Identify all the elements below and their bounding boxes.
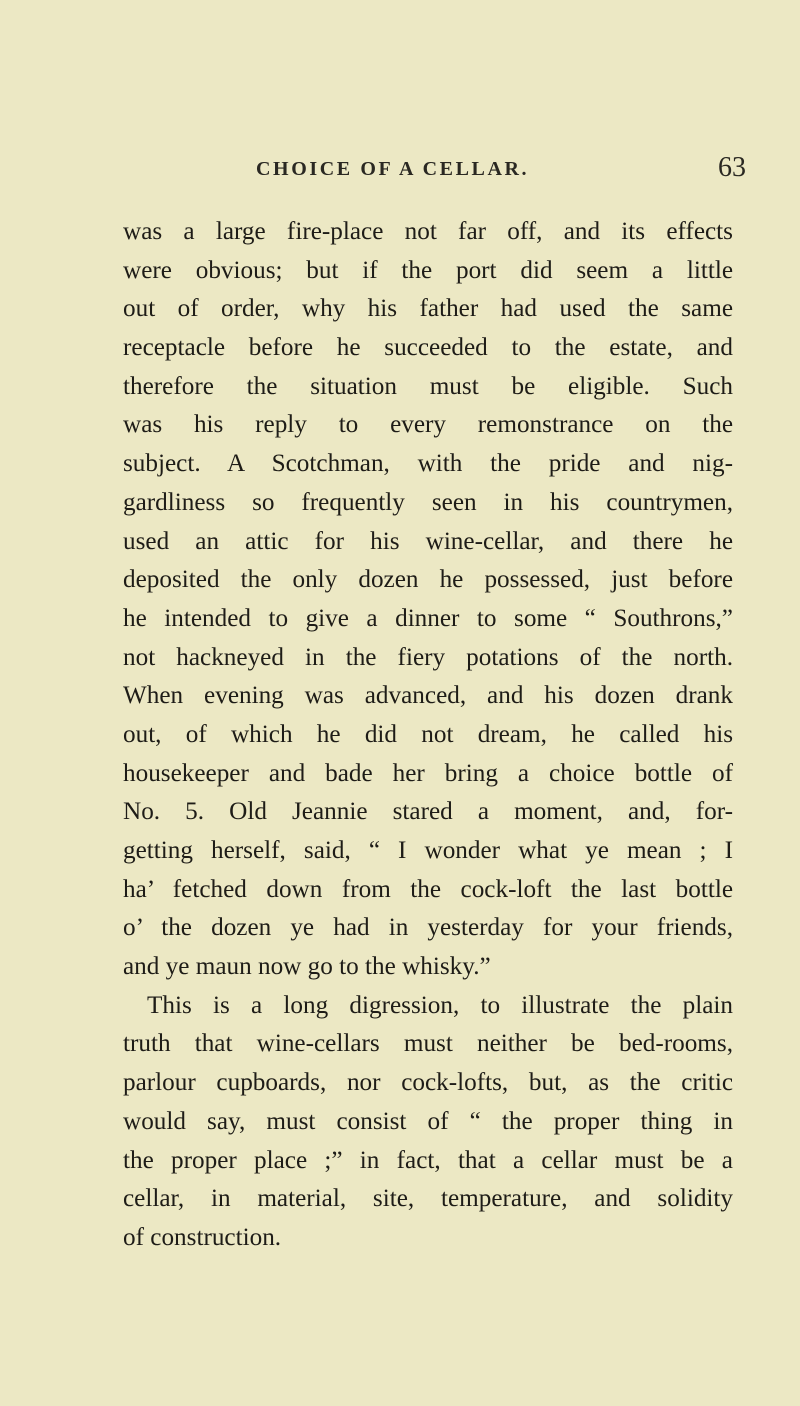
page-number: 63	[718, 152, 746, 183]
text-line: housekeeper and bade her bring a choice bottle of	[123, 759, 733, 787]
text-line: gardliness so frequently seen in his countrymen,	[123, 488, 733, 516]
paragraph-end-line: and ye maun now go to the whisky.”	[123, 953, 491, 981]
text-line: receptacle before he succeeded to the estate, and	[123, 334, 733, 362]
text-line: getting herself, said, “ I wonder what ye mean ; I	[123, 837, 733, 864]
running-title: CHOICE OF A CELLAR.	[256, 158, 530, 180]
text-line: deposited the only dozen he possessed, just before	[123, 566, 733, 594]
text-line: When evening was advanced, and his dozen drank	[123, 682, 733, 710]
running-head	[0, 152, 800, 198]
text-line: would say, must consist of “ the proper thing in	[123, 1107, 733, 1135]
text-line: out, of which he did not dream, he called his	[123, 720, 733, 748]
text-line: out of order, why his father had used the same	[123, 295, 733, 323]
text-line: o’ the dozen ye had in yesterday for your friends,	[123, 914, 733, 942]
text-line: No. 5. Old Jeannie stared a moment, and, for-	[123, 798, 733, 826]
text-line: therefore the situation must be eligible. Such	[123, 372, 733, 400]
text-line: subject. A Scotchman, with the pride and nig-	[123, 450, 733, 478]
paragraph-start-line: This is a long digression, to illustrate the plain	[147, 991, 733, 1019]
text-line: ha’ fetched down from the cock-loft the last bottle	[123, 875, 733, 903]
text-line: parlour cupboards, nor cock-lofts, but, as the critic	[123, 1069, 733, 1097]
text-line: used an attic for his wine-cellar, and there he	[123, 527, 733, 555]
text-line: cellar, in material, site, temperature, and solidity	[123, 1185, 733, 1213]
body-text	[123, 213, 733, 1258]
paragraph-end-line: of construction.	[123, 1223, 282, 1251]
text-line: he intended to give a dinner to some “ Southrons,”	[123, 604, 733, 632]
text-line: truth that wine-cellars must neither be bed-rooms,	[123, 1030, 733, 1058]
text-line: were obvious; but if the port did seem a little	[123, 256, 733, 284]
text-line: not hackneyed in the fiery potations of the north.	[123, 643, 733, 671]
text-line: was a large fire-place not far off, and its effects	[123, 218, 733, 245]
text-line: the proper place ;” in fact, that a cellar must be a	[123, 1146, 733, 1174]
text-line: was his reply to every remonstrance on the	[123, 411, 733, 439]
